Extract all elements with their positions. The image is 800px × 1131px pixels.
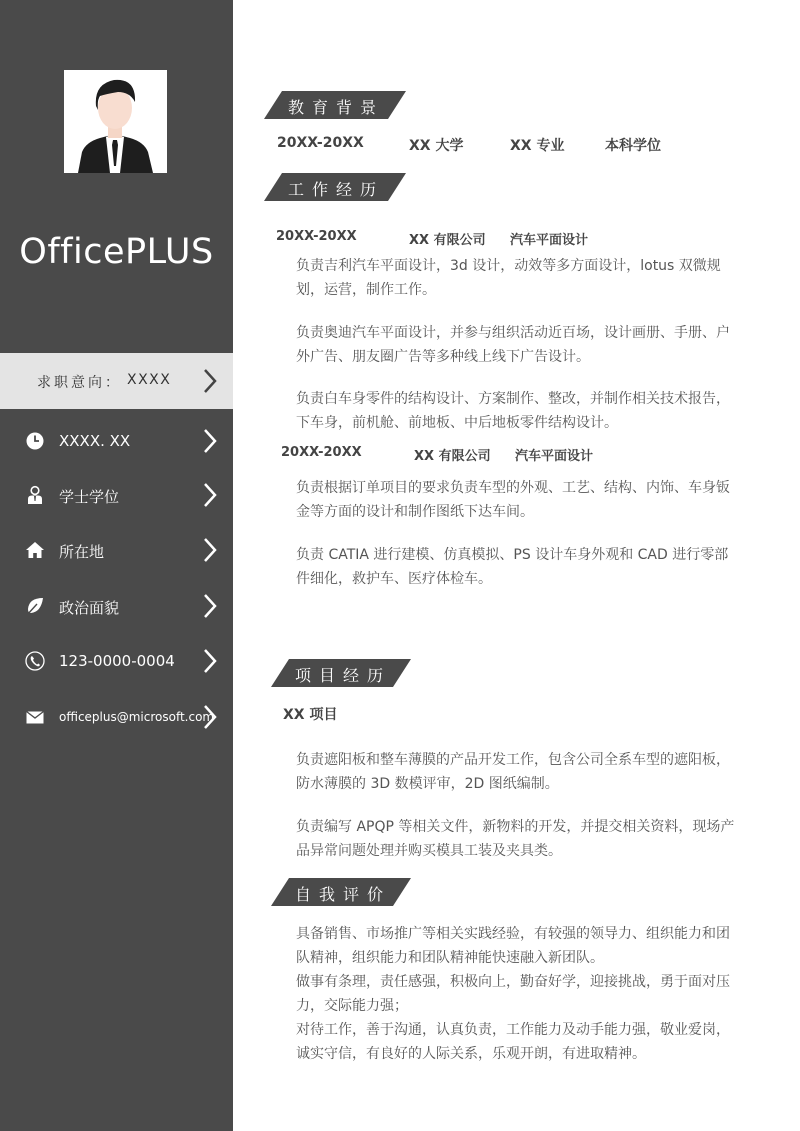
profile-photo [64, 70, 167, 173]
sidebar-item-label: XXXX. XX [59, 432, 131, 450]
sidebar-item-label: 所在地 [59, 543, 105, 561]
chevron-right-icon [201, 427, 219, 455]
phone-icon [25, 651, 45, 671]
clock-icon [25, 431, 45, 451]
job-duty: 负责白车身零件的结构设计、方案制作、整改，并制作相关技术报告，下车身，前机舱、前地板、中后地板零件结构设计。 [296, 391, 730, 431]
education-major: XX 专业 [510, 138, 565, 154]
job-duty: 负责吉利汽车平面设计，3d 设计，动效等多方面设计，lotus 双微规划，运营，制作工作。 [296, 258, 721, 298]
job-intention-value: XXXX [127, 372, 172, 388]
sidebar-item-phone[interactable] [0, 642, 233, 682]
job-years: 20XX-20XX [276, 229, 357, 244]
job-duty: 负责 CATIA 进行建模、仿真模拟、PS 设计车身外观和 CAD 进行零部件细化，救护车、医疗体检车。 [296, 547, 729, 587]
chevron-right-icon [201, 647, 219, 675]
person-icon [25, 485, 45, 505]
chevron-right-icon [201, 536, 219, 564]
section-title: 项目经历 [295, 666, 392, 685]
section-title: 自我评价 [295, 885, 392, 904]
job-intention-label: 求职意向： [37, 375, 122, 391]
job-duty: 负责奥迪汽车平面设计，并参与组织活动近百场，设计画册、手册、户外广告、朋友圈广告等多种线上线下广告设计。 [296, 325, 730, 365]
sidebar-item-location[interactable] [0, 531, 233, 571]
chevron-right-icon [201, 481, 219, 509]
avatar-icon [64, 70, 167, 173]
job-position: 汽车平面设计 [515, 449, 594, 464]
work-section-header [264, 173, 406, 201]
sidebar-item-email[interactable] [0, 698, 233, 738]
sidebar [0, 0, 233, 1131]
brand-name: OfficePLUS [19, 232, 214, 272]
section-title: 教育背景 [288, 98, 385, 117]
chevron-right-icon [201, 592, 219, 620]
project-name: XX 项目 [283, 707, 338, 723]
sidebar-item-label: 学士学位 [59, 488, 120, 506]
sidebar-item-label: officeplus@microsoft.com [59, 710, 215, 724]
project-section-header [271, 659, 411, 687]
sidebar-item-birth[interactable] [0, 422, 233, 462]
self-eval-line: 对待工作，善于沟通，认真负责，工作能力及动手能力强，敬业爱岗，诚实守信，有良好的人际关系，乐观开朗，有进取精神。 [296, 1022, 730, 1062]
job-position: 汽车平面设计 [510, 233, 589, 248]
education-degree: 本科学位 [605, 138, 661, 154]
self-eval-line: 做事有条理，责任感强，积极向上，勤奋好学，迎接挑战，勇于面对压力，交际能力强； [296, 974, 730, 1014]
education-school: XX 大学 [409, 138, 464, 154]
education-years: 20XX-20XX [277, 135, 364, 151]
chevron-right-icon [201, 703, 219, 731]
job-duty: 负责根据订单项目的要求负责车型的外观、工艺、结构、内饰、车身钣金等方面的设计和制作图纸下达车间。 [296, 480, 730, 520]
job-intention-bar[interactable] [0, 353, 233, 409]
sidebar-item-label: 政治面貌 [59, 599, 120, 617]
job-company: XX 有限公司 [414, 449, 491, 464]
sidebar-item-political[interactable] [0, 587, 233, 627]
job-years: 20XX-20XX [281, 445, 362, 460]
sidebar-item-label: 123-0000-0004 [59, 652, 175, 670]
sidebar-item-degree[interactable] [0, 476, 233, 516]
self-eval-line: 具备销售、市场推广等相关实践经验，有较强的领导力、组织能力和团队精神，组织能力和团队精神能快速融入新团队。 [296, 926, 730, 966]
leaf-icon [25, 596, 45, 616]
home-icon [25, 540, 45, 560]
chevron-right-icon [201, 367, 219, 395]
self-eval-section-header [271, 878, 411, 906]
section-title: 工作经历 [288, 180, 385, 199]
mail-icon [25, 707, 45, 727]
project-duty: 负责遮阳板和整车薄膜的产品开发工作，包含公司全系车型的遮阳板，防水薄膜的 3D 数模评审，2D 图纸编制。 [296, 752, 730, 792]
education-section-header [264, 91, 406, 119]
job-company: XX 有限公司 [409, 233, 486, 248]
project-duty: 负责编写 APQP 等相关文件，新物料的开发，并提交相关资料，现场产品异常问题处理并购买模具工装及夹具类。 [296, 819, 735, 859]
